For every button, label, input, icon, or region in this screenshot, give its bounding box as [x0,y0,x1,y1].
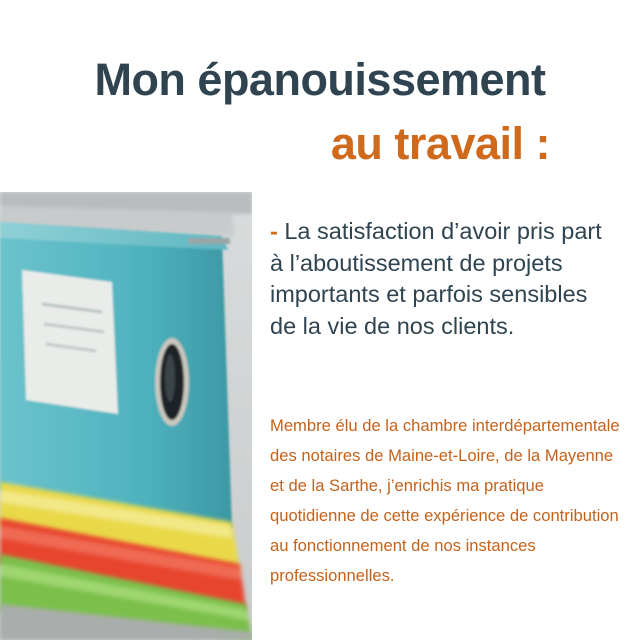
heading-line-2: au travail : [330,118,550,169]
quote-paragraph [270,216,620,342]
binders-photo-icon [0,192,252,640]
body-paragraph: Membre élu de la chambre interdépartementale des notaires de Maine-et-Loire, de la Mayenne et de la Sarthe, j’enrichis ma pratique quotidienne de cette expérience de contribution au fonctionnement de nos instances professionnelles. [270,416,620,585]
heading-line-1: Mon épanouissement [94,54,546,105]
quote-dash: - [270,218,285,244]
quote-text: La satisfaction d’avoir pris part à l’aboutissement de projets importants et parfois sensibles de la vie de nos clients. [270,218,602,339]
